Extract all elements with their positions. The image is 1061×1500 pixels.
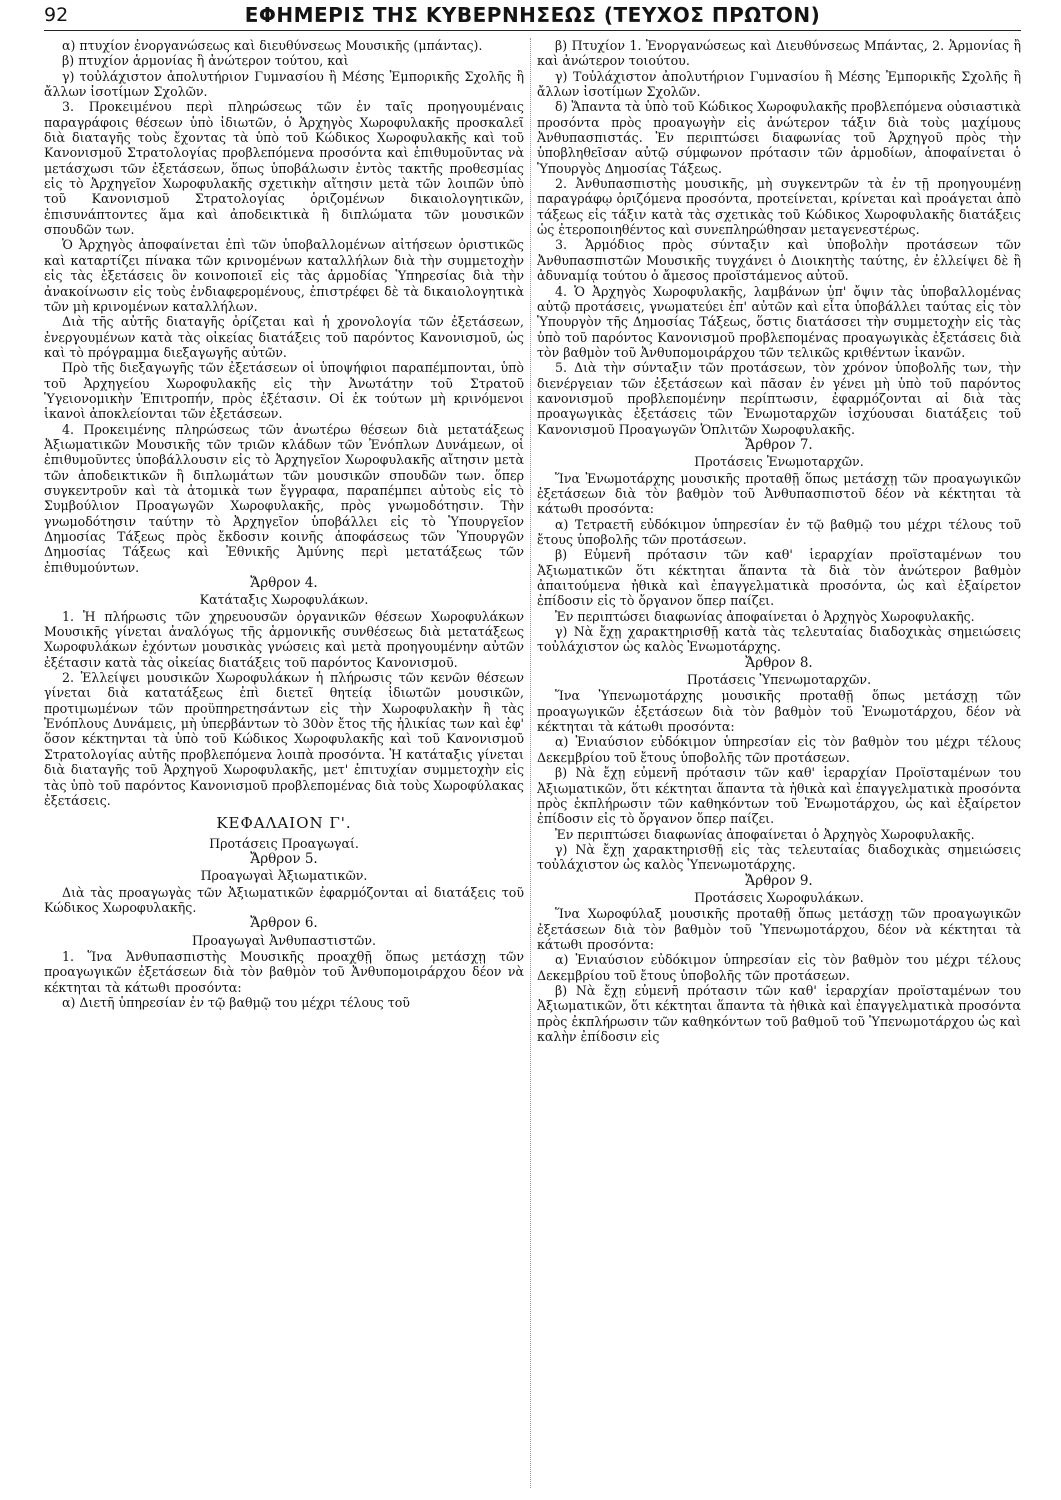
paragraph: β) Νὰ ἔχῃ εὐμενῆ πρότασιν τῶν καθ' ἱεραρχίαν προϊσταμένων του Ἀξιωματικῶν, ὅτι κέκτηται ἅπαντα τὰ ἠθικὰ καὶ ἐπαγγελματικὰ προσόντα πρὸς ἐκπλήρωσιν τῶν καθηκόντων τοῦ βαθμοῦ τοῦ Ὑπενωμοτάρχου ὡς καὶ καλὴν ἐπίδοσιν εἰς — [537, 982, 1021, 1044]
paragraph: 3. Προκειμένου περὶ πληρώσεως τῶν ἐν ταῖς προηγουμέναις παραγράφοις θέσεων ὑπὸ ἰδιωτῶν, ὁ Ἀρχηγὸς Χωροφυλακῆς προσκαλεῖ διὰ διαταγῆς τοὺς ἔχοντας τὰ ὑπὸ τοῦ Κώδικος Χωροφυλακῆς καὶ τοῦ Κανονισμοῦ Στρατολογίας προβλεπόμενα προσόντα καὶ ἐπιθυμοῦντας νὰ μετάσχωσι τῶν ἐξετάσεων, ὅπως ὑποβάλωσιν ἐντὸς τακτῆς προθεσμίας εἰς τὸ Ἀρχηγεῖον Χωροφυλακῆς σχετικὴν αἴτησιν μετὰ τῶν λοιπῶν ὑπὸ τοῦ Κανονισμοῦ Στρατολογίας ὁριζομένων δικαιολογητικῶν, ἐπισυνάπτοντες ἅμα καὶ ἀποδεικτικὰ ἢ διπλώματα τῶν μουσικῶν σπουδῶν των. — [44, 99, 524, 238]
paragraph: 1. Ἵνα Ἀνθυπασπιστὴς Μουσικῆς προαχθῇ ὅπως μετάσχῃ τῶν προαγωγικῶν ἐξετάσεων διὰ τὸν βαθμὸν τοῦ Ἀνθυπομοιράρχου δέον νὰ κέκτηται τὰ κάτωθι προσόντα: — [44, 948, 524, 995]
article-8-subtitle: Προτάσεις Ὑπενωμοταρχῶν. — [686, 672, 872, 688]
paragraph: α) Ἐνιαύσιον εὐδόκιμον ὑπηρεσίαν εἰς τὸν βαθμὸν του μέχρι τέλους Δεκεμβρίου τοῦ ἔτους ὑποβολῆς τῶν προτάσεων. — [537, 952, 1021, 983]
paragraph: Πρὸ τῆς διεξαγωγῆς τῶν ἐξετάσεων οἱ ὑποψήφιοι παραπέμπονται, ὑπὸ τοῦ Ἀρχηγείου Χωροφυλακῆς εἰς τὴν Ἀνωτάτην τοῦ Στρατοῦ Ὑγειονομικὴν Ἐπιτροπήν, πρὸς ἐξέτασιν. Οἱ ἐκ τούτων μὴ κρινόμενοι ἱκανοὶ ἀποκλείονται τῶν ἐξετάσεων. — [44, 360, 524, 422]
page-header — [44, 2, 1021, 28]
page-number: 92 — [44, 4, 69, 26]
header-rule — [44, 30, 1021, 31]
paragraph: α) Τετραετῆ εὐδόκιμον ὑπηρεσίαν ἐν τῷ βαθμῷ του μέχρι τέλους τοῦ ἔτους ὑποβολῆς τῶν προτάσεων. — [537, 516, 1021, 547]
paragraph: Ἵνα Ὑπενωμοτάρχης μουσικῆς προταθῇ ὅπως μετάσχῃ τῶν προαγωγικῶν ἐξετάσεων διὰ τὸν βαθμὸν τοῦ Ἐνωμοτάρχου, δέον νὰ κέκτηται τὰ κάτωθι προσόντα: — [537, 688, 1021, 735]
article-6-heading: Ἄρθρον 6. — [250, 915, 318, 932]
paragraph: β) Εὐμενῆ πρότασιν τῶν καθ' ἱεραρχίαν προϊσταμένων του Ἀξιωματικῶν ὅτι κέκτηται ἅπαντα τὰ διὰ τὸν ἀνώτερον βαθμὸν ἀπαιτούμενα ἠθικὰ καὶ ἐπαγγελματικὰ προσόντα, ὡς καὶ ἐξαίρετον ἐπίδοσιν εἰς τὸ ὄργανον ὅπερ παίζει. — [537, 547, 1021, 609]
paragraph: 4. Ὁ Ἀρχηγὸς Χωροφυλακῆς, λαμβάνων ὑπ' ὄψιν τὰς ὑποβαλλομένας αὐτῷ προτάσεις, γνωματεύει ἐπ' αὐτῶν καὶ εἶτα ὑποβάλλει ταύτας εἰς τὸν Ὑπουργὸν τῆς Δημοσίας Τάξεως, ὅστις διατάσσει τὴν συμμετοχὴν εἰς τὰς ὑπὸ τοῦ παρόντος Κανονισμοῦ προβλεπομένας προαγωγικὰς ἐξετάσεις διὰ τὸν βαθμὸν τοῦ Ἀνθυπομοιράρχου τῶν τελικῶς κριθέντων ἱκανῶν. — [537, 283, 1021, 360]
paragraph: β) πτυχίον ἁρμονίας ἢ ἀνώτερον τούτου, καὶ — [62, 53, 349, 69]
paragraph: 3. Ἁρμόδιος πρὸς σύνταξιν καὶ ὑποβολὴν προτάσεων τῶν Ἀνθυπασπιστῶν Μουσικῆς τυγχάνει ὁ Διοικητὴς ταύτης, ἐν ἐλλείψει δὲ ἢ ἀδυναμίᾳ τούτου ὁ ἄμεσος προϊστάμενος αὐτοῦ. — [537, 237, 1021, 284]
article-6-subtitle: Προαγωγαὶ Ἀνθυπαστιστῶν. — [191, 932, 376, 948]
column-divider — [530, 38, 531, 1488]
paragraph: Ἵνα Ἐνωμοτάρχης μουσικῆς προταθῇ ὅπως μετάσχῃ τῶν προαγωγικῶν ἐξετάσεων διὰ τὸν βαθμὸν τοῦ Ἀνθυπασπιστοῦ δέον νὰ κέκτηται τὰ κάτωθι προσόντα: — [537, 470, 1021, 517]
paragraph: 4. Προκειμένης πληρώσεως τῶν ἀνωτέρω θέσεων διὰ μετατάξεως Ἀξιωματικῶν Μουσικῆς τῶν τριῶν κλάδων τῶν Ἐνόπλων Δυνάμεων, οἱ ἐπιθυμοῦντες ὑποβάλλουσιν εἰς τὸ Ἀρχηγεῖον Χωροφυλακῆς αἴτησιν μετὰ τῶν ἀποδεικτικῶν ἢ διπλωμάτων τῶν μουσικῶν σπουδῶν των. ὅπερ συγκεντροῦν καὶ τὰ ἀτομικὰ των ἔγγραφα, παραπέμπει αὐτοὺς εἰς τὸ Συμβούλιον Προαγωγῶν Χωροφυλακῆς, πρὸς γνωμοδότησιν. Τὴν γνωμοδότησιν ταύτην τὸ Ἀρχηγεῖον ὑποβάλλει εἰς τὸ Ὑπουργεῖον Δημοσίας Τάξεως πρὸς ἔκδοσιν κοινῆς ἀποφάσεως τῶν Ὑπουργῶν Δημοσίας Τάξεως καὶ Ἐθνικῆς Ἀμύνης περὶ μετατάξεως τῶν ἐπιθυμούντων. — [44, 421, 524, 575]
paragraph: Ἵνα Χωροφύλαξ μουσικῆς προταθῇ ὅπως μετάσχῃ τῶν προαγωγικῶν ἐξετάσεων διὰ τὸν βαθμὸν τοῦ Ὑπενωμοτάρχου, δέον νὰ κέκτηται τὰ κάτωθι προσόντα: — [537, 906, 1021, 952]
chapter-subtitle: Προτάσεις Προαγωγαί. — [209, 835, 359, 851]
paragraph: γ) Τοὐλάχιστον ἀπολυτήριον Γυμνασίου ἢ Μέσης Ἐμπορικῆς Σχολῆς ἢ ἄλλων ἰσοτίμων Σχολῶν. — [537, 68, 1021, 100]
article-7-subtitle: Προτάσεις Ἐνωμοταρχῶν. — [694, 454, 864, 470]
article-4-heading: Ἄρθρον 4. — [250, 575, 318, 592]
article-5-heading: Ἄρθρον 5. — [250, 850, 318, 867]
paragraph: γ) τοὐλάχιστον ἀπολυτήριον Γυμνασίου ἢ Μέσης Ἐμπορικῆς Σχολῆς ἢ ἄλλων ἰσοτίμων Σχολῶν. — [44, 68, 524, 100]
paragraph: α) Ἐνιαύσιον εὐδόκιμον ὑπηρεσίαν εἰς τὸν βαθμὸν του μέχρι τέλους Δεκεμβρίου τοῦ ἔτους ὑποβολῆς τῶν προτάσεων. — [537, 734, 1021, 765]
chapter-heading: ΚΕΦΑΛΑΙΟΝ Γ'. — [216, 814, 352, 833]
article-4-subtitle: Κατάταξις Χωροφυλάκων. — [199, 592, 369, 608]
article-5-subtitle: Προαγωγαὶ Ἀξιωματικῶν. — [200, 868, 368, 884]
paragraph: β) Πτυχίον 1. Ἐνοργανώσεως καὶ Διευθύνσεως Μπάντας, 2. Ἁρμονίας ἢ καὶ ἀνώτερον τοιούτου. — [537, 38, 1021, 69]
paragraph: 1. Ἡ πλήρωσις τῶν χηρευουσῶν ὀργανικῶν θέσεων Χωροφυλάκων Μουσικῆς γίνεται ἀναλόγως τῆς ἁρμονικῆς συνθέσεως διὰ μετατάξεως Χωροφυλάκων ἐχόντων μουσικὰς γνώσεις καὶ μετὰ προηγουμένην αὐτῶν ἐξέτασιν κατὰ τὰς οἰκείας διατάξεις τοῦ παρόντος Κανονισμοῦ. — [44, 608, 524, 670]
article-9-heading: Ἄρθρον 9. — [745, 872, 813, 889]
paragraph: β) Νὰ ἔχῃ εὐμενῆ πρότασιν τῶν καθ' ἱεραρχίαν Προϊσταμένων του Ἀξιωματικῶν, ὅτι κέκτηται ἅπαντα τὰ ἠθικὰ καὶ ἐπαγγελματικὰ προσόντα πρὸς ἐκπλήρωσιν τῶν καθηκόντων τοῦ Ἐνωμοτάρχου, ὡς καὶ ἐξαίρετον ἐπίδοσιν εἰς τὸ ὄργανον ὅπερ παίζει. — [537, 765, 1021, 827]
paragraph: 2. Ἀνθυπασπιστὴς μουσικῆς, μὴ συγκεντρῶν τὰ ἐν τῇ προηγουμένῃ παραγράφῳ ὁριζόμενα προσόντα, προτείνεται, κρίνεται καὶ προάγεται ἀπὸ τάξεως εἰς τάξιν κατὰ τὰς σχετικὰς τοῦ Κώδικος Χωροφυλακῆς διατάξεις ὡς ἐτεροποιηθέντος καὶ συνεπληρώθησαν μεταγενεστέρως. — [537, 176, 1021, 238]
paragraph: Ἐν περιπτώσει διαφωνίας ἀποφαίνεται ὁ Ἀρχηγὸς Χωροφυλακῆς. — [555, 608, 975, 624]
paragraph: 5. Διὰ τὴν σύνταξιν τῶν προτάσεων, τὸν χρόνον ὑποβολῆς των, τὴν διενέργειαν τῶν ἐξετάσεων καὶ πᾶσαν ἐν γένει μὴ ὑπὸ τοῦ παρόντος κανονισμοῦ προβλεπομένην περίπτωσιν, ἐφαρμόζονται αἱ διὰ τὰς προαγωγικὰς ἐξετάσεις τῶν Ἐνωμοταρχῶν ἰσχύουσαι διατάξεις τοῦ Κανονισμοῦ Προαγωγῶν Ὁπλιτῶν Χωροφυλακῆς. — [537, 360, 1021, 437]
gazette-title: ΕΦΗΜΕΡΙΣ ΤΗΣ ΚΥΒΕΡΝΗΣΕΩΣ (ΤΕΥΧΟΣ ΠΡΩΤΟΝ) — [244, 3, 821, 27]
right-column — [537, 38, 1021, 1492]
paragraph: 2. Ἐλλείψει μουσικῶν Χωροφυλάκων ἡ πλήρωσις τῶν κενῶν θέσεων γίνεται διὰ κατατάξεως ἐπὶ διετεῖ θητείᾳ ἰδιωτῶν μουσικῶν, προτιμωμένων τῶν προϋπηρετησάντων εἰς τὴν Χωροφυλακὴν ἢ τὰς Ἐνόπλους Δυνάμεις, μὴ ὑπερβάντων τὸ 30ὸν ἔτος τῆς ἡλικίας των καὶ ἐφ' ὅσον κέκτηνται τὰ ὑπὸ τοῦ Κώδικος Χωροφυλακῆς καὶ τοῦ Κανονισμοῦ Στρατολογίας αὐτῆς προβλεπόμενα λοιπὰ προσόντα. Ἡ κατάταξις γίνεται διὰ διαταγῆς τοῦ Ἀρχηγοῦ Χωροφυλακῆς, μετ' ἐπιτυχίαν συμμετοχὴν εἰς τὰς ὑπὸ τοῦ παρόντος Κανονισμοῦ προβλεπομένας διὰ τοὺς Χωροφύλακας ἐξετάσεις. — [44, 670, 524, 808]
paragraph: Ὁ Ἀρχηγὸς ἀποφαίνεται ἐπὶ τῶν ὑποβαλλομένων αἰτήσεων ὁριστικῶς καὶ καταρτίζει πίνακα τῶν κρινομένων καταλλήλων διὰ τὴν συμμετοχὴν εἰς τὰς ἐξετάσεις ὃν κοινοποιεῖ εἰς τὰς ἁρμοδίας Ὑπηρεσίας διὰ τὴν ἀνακοίνωσιν εἰς τοὺς ἐνδιαφερομένους, ἐπιστρέφει δὲ τὰ δικαιολογητικὰ τῶν μὴ κρινομένων καταλλήλων. — [44, 237, 524, 314]
paragraph: γ) Νὰ ἔχῃ χαρακτηρισθῇ κατὰ τὰς τελευταίας διαδοχικὰς σημειώσεις τοὐλάχιστον ὡς καλὸς Ἐνωμοτάρχης. — [537, 624, 1021, 655]
paragraph: α) πτυχίον ἐνοργανώσεως καὶ διευθύνσεως Μουσικῆς (μπάντας). — [62, 38, 483, 53]
paragraph: γ) Νὰ ἔχῃ χαρακτηρισθῇ εἰς τὰς τελευταίας διαδοχικὰς σημειώσεις τοὐλάχιστον ὡς καλὸς Ὑπενωμοτάρχης. — [537, 841, 1021, 873]
paragraph: Ἐν περιπτώσει διαφωνίας ἀποφαίνεται ὁ Ἀρχηγὸς Χωροφυλακῆς. — [555, 826, 975, 842]
paragraph: Διὰ τῆς αὐτῆς διαταγῆς ὁρίζεται καὶ ἡ χρονολογία τῶν ἐξετάσεων, ἐνεργουμένων κατὰ τὰς οἰκείας διατάξεις τοῦ παρόντος Κανονισμοῦ, ὡς καὶ τὸ πρόγραμμα διεξαγωγῆς αὐτῶν. — [44, 314, 524, 360]
article-8-heading: Ἄρθρον 8. — [745, 654, 813, 671]
article-9-subtitle: Προτάσεις Χωροφυλάκων. — [694, 889, 864, 905]
paragraph: Διὰ τὰς προαγωγὰς τῶν Ἀξιωματικῶν ἐφαρμόζονται αἱ διατάξεις τοῦ Κώδικος Χωροφυλακῆς. — [44, 884, 524, 915]
left-column — [44, 38, 524, 1492]
paragraph: δ) Ἅπαντα τὰ ὑπὸ τοῦ Κώδικος Χωροφυλακῆς προβλεπόμενα οὐσιαστικὰ προσόντα πρὸς προαγωγὴν εἰς ἀνώτερον τάξιν διὰ τοὺς μαχίμους Ἀνθυπασπιστάς. Ἐν περιπτώσει διαφωνίας τοῦ Ἀρχηγοῦ πρὸς τὴν ὑποβληθεῖσαν αὐτῷ σύμφωνον πρότασιν τῶν ἁρμοδίων, ἀποφαίνεται ὁ Ὑπουργὸς Δημοσίας Τάξεως. — [537, 99, 1021, 176]
article-7-heading: Ἄρθρον 7. — [745, 436, 813, 453]
paragraph: α) Διετῆ ὑπηρεσίαν ἐν τῷ βαθμῷ του μέχρι τέλους τοῦ — [62, 994, 410, 1010]
